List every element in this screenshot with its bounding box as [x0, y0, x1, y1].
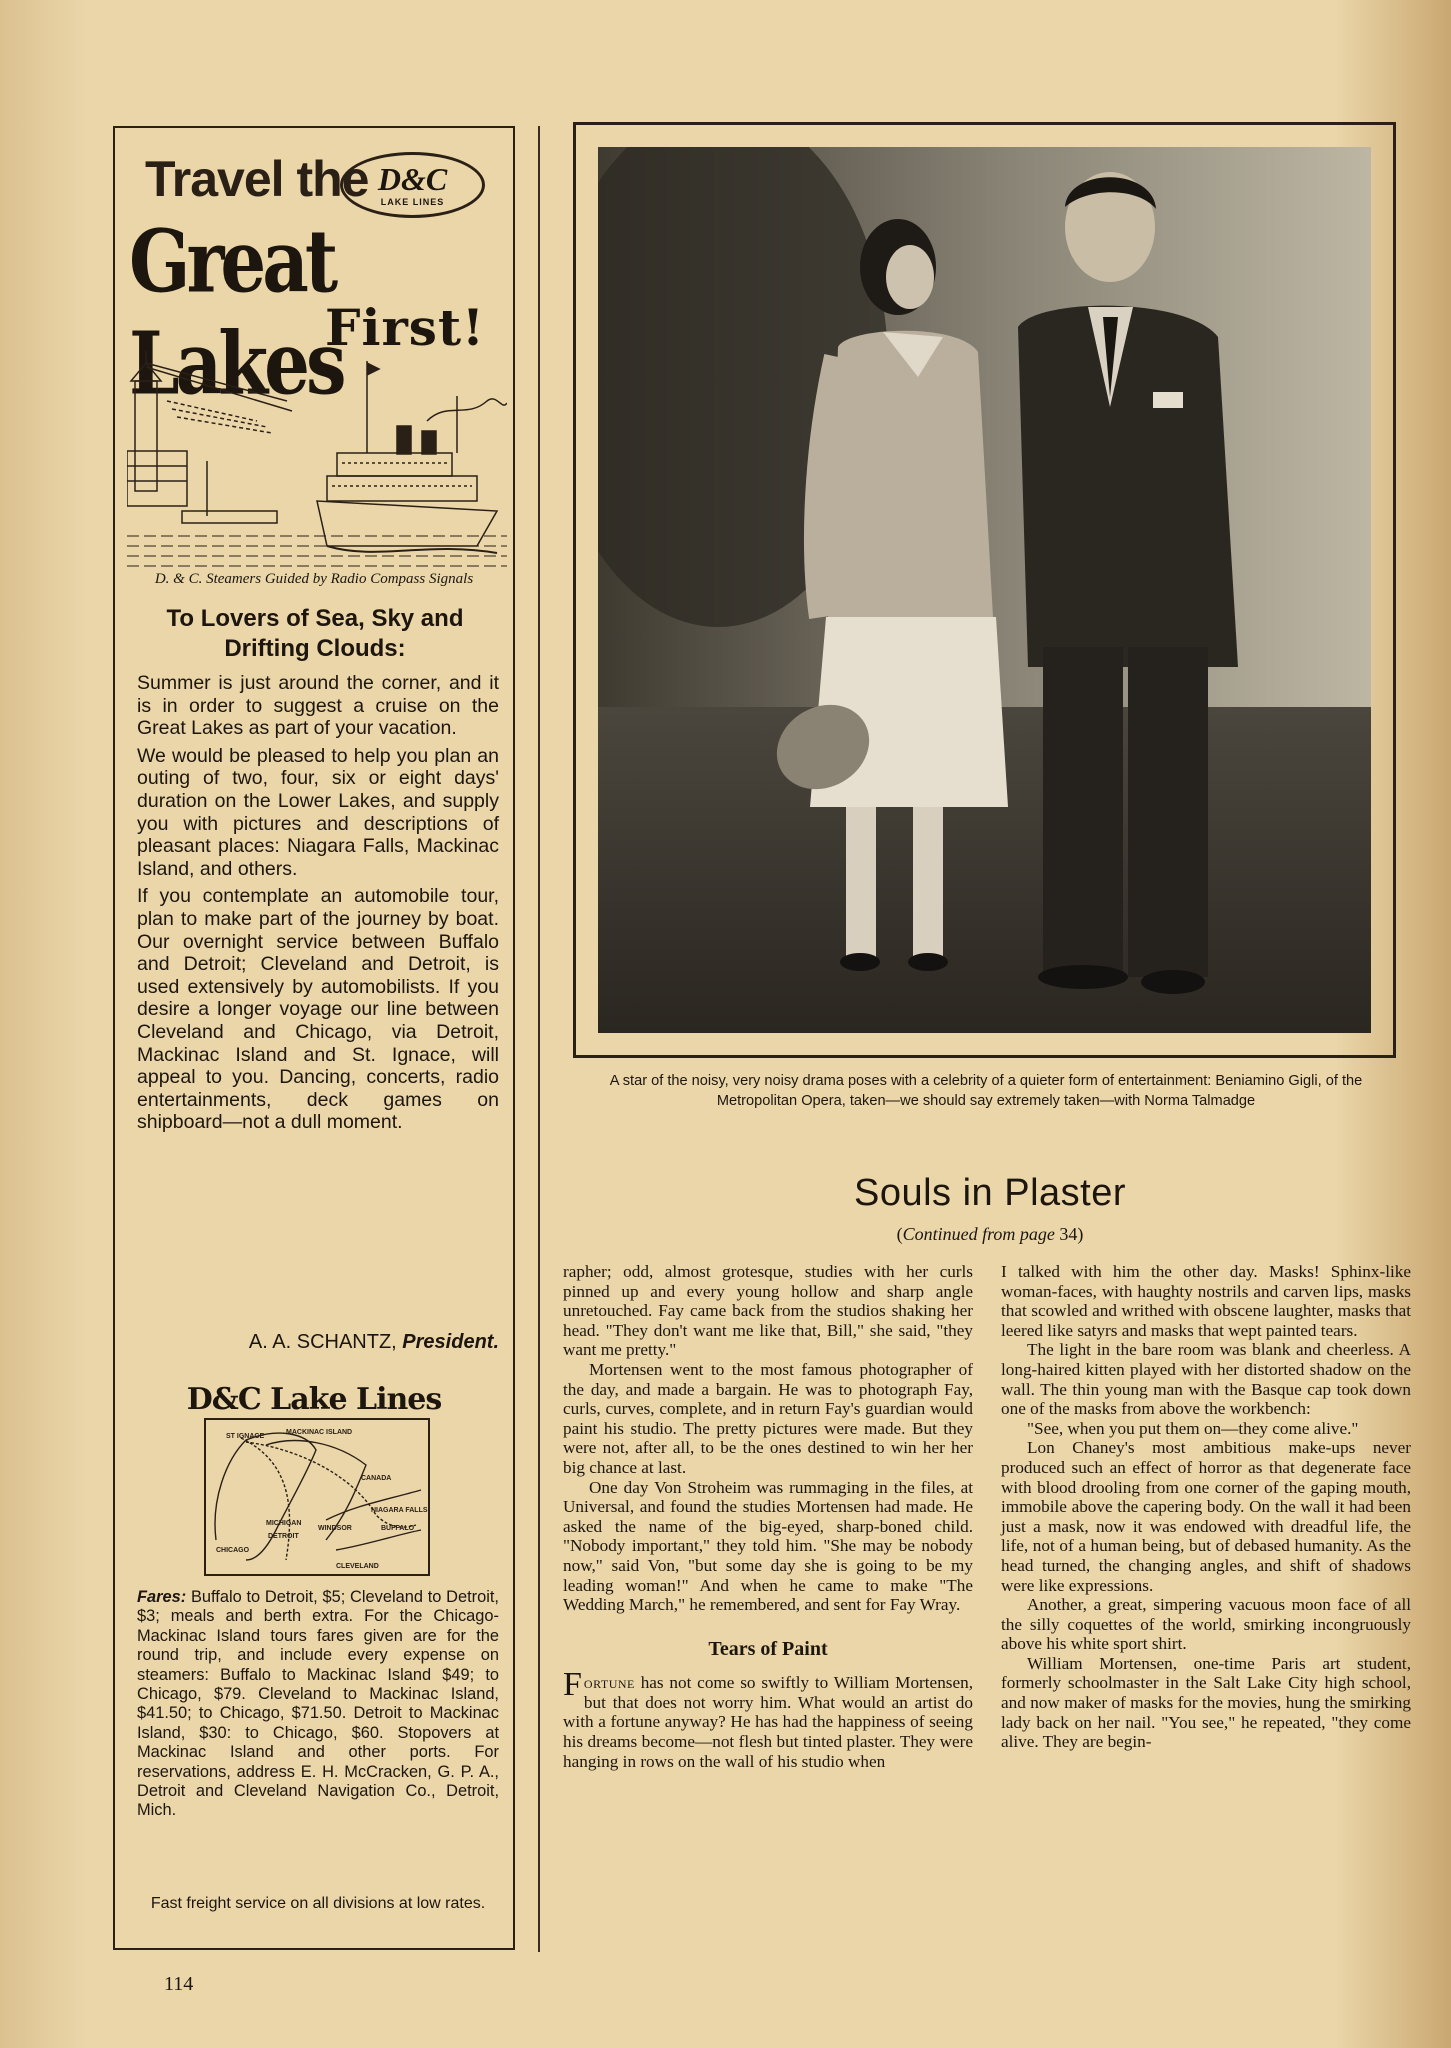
ad-paragraph: Summer is just around the corner, and it is in order to suggest a cruise on the Great Lakes as part of your vacation. [137, 672, 499, 740]
fares-label: Fares: [137, 1588, 187, 1606]
signature-title: President. [402, 1331, 499, 1353]
steamer-illustration [127, 341, 507, 571]
logo-subtitle: LAKE LINES [380, 197, 445, 207]
dropcap: F [563, 1666, 582, 1704]
article-paragraph: William Mortensen, one-time Paris art student, formerly schoolmaster in the Salt Lake City high school, and now maker of masks for the movies, hung the smirking lady back on her nail. "You see," he repeated, "they come alive. They are begin- [1001, 1653, 1411, 1752]
map-label: CANADA [361, 1475, 392, 1482]
continued-label: Continued from page [902, 1224, 1055, 1244]
map-label: NIAGARA FALLS [371, 1507, 428, 1514]
ad-travel-the: Travel the [145, 151, 369, 207]
article-paragraph: The light in the bare room was blank and cheerless. A long-haired kitten played with her distorted shadow on the wall. The thin young man with the Basque cap took down one of the masks from above the workbench: [1001, 1340, 1411, 1419]
map-label: ST IGNACE [226, 1433, 265, 1440]
page-number: 114 [164, 1973, 194, 1995]
ad-headline-first: First! [324, 298, 485, 357]
ship-hull [317, 501, 497, 546]
map-label: DETROIT [268, 1533, 299, 1540]
map-label: CHICAGO [216, 1547, 250, 1554]
article-paragraph-text: has not come so swiftly to William Mortensen, but that does not worry him. What would an artist do with a fortune anyway? He has had the happiness of seeing his dreams become—not flesh but tinted plaster. They were hanging in rows on the wall of his studio when [563, 1673, 973, 1771]
route-map [204, 1418, 430, 1576]
article-paragraph: "See, when you put them on—they come alive." [1027, 1418, 1359, 1438]
fares-text [137, 1588, 499, 1821]
ad-paragraph: If you contemplate an automobile tour, plan to make part of the journey by boat. Our overnight service between Buffalo and Detroit; Cleveland and Detroit, is used extensively by automobilists. If you desire a longer voyage our line between Cleveland and Chicago, via Detroit, Mackinac Island and St. Ignace, will appeal to you. Dancing, concerts, radio entertainments, deck games on shipboard—not a dull moment. [137, 885, 499, 1134]
smallcaps-word: ortune [583, 1673, 635, 1693]
map-drawing [206, 1420, 428, 1574]
advertisement-box [113, 126, 515, 1950]
ad-headline-great-lakes: Great Lakes [129, 210, 343, 414]
subheading: Tears of Paint [708, 1637, 828, 1660]
photo-caption: A star of the noisy, very noisy drama poses with a celebrity of a quieter form of entertainment: Beniamino Gigli, of the Metropolitan Opera, taken—we should say extremely taken—with Norma Talmadge [609, 1073, 1363, 1109]
article-paragraph-dropcap [563, 1666, 973, 1771]
logo-monogram: D&C [377, 161, 448, 197]
map-label: WINDSOR [318, 1525, 352, 1532]
article-column-2 [1001, 1262, 1411, 1752]
article-paragraph: Mortensen went to the most famous photographer of the day, and made a bargain. He was to photograph Fay, curls, curves, complete, and in return Fay's guardian would paint his studio. The pretty pictures were made. But they were not, after all, to be the ones destined to win her her big chance at last. [563, 1359, 973, 1477]
ad-body [137, 672, 499, 1139]
photo-frame [573, 122, 1396, 1058]
lake-michigan [215, 1433, 316, 1560]
map-label: BUFFALO [381, 1525, 415, 1532]
article-title: Souls in Plaster [853, 1172, 1126, 1214]
column-divider [538, 126, 540, 1952]
signature-name: A. A. SCHANTZ, [248, 1331, 397, 1353]
article-paragraph: rapher; odd, almost grotesque, studies with her curls pinned up and every young hollow and sharp angle unretouched. Fay came back from the studios shaking her head. "They don't want me like that, Bill," she said, "they want me pretty." [563, 1262, 973, 1360]
ad-signature [137, 1331, 499, 1354]
map-label: MACKINAC ISLAND [286, 1429, 353, 1436]
ad-heading: To Lovers of Sea, Sky and Drifting Clouds: [166, 605, 464, 662]
article-paragraph: Lon Chaney's most ambitious make-ups never produced such an effect of horror as that degenerate face with blood drooling from one corner of the gaping mouth, immobile above the capering body. On the wall it had been just a mask, now it was endowed with dreadful life, the life, not of a human being, but of debased humanity. As the head turned, the changing angles, and shift of shadows were like expressions. [1001, 1438, 1411, 1595]
article-column-1 [563, 1262, 973, 1771]
ad-paragraph: We would be pleased to help you plan an outing of two, four, six or eight days' duration on the Lower Lakes, and supply you with pictures and descriptions of pleasant places: Niagara Falls, Mackinac Island, and others. [137, 744, 499, 880]
article-paragraph: One day Von Stroheim was rummaging in the files, at Universal, and found the studies Mortensen had made. He asked the name of the big-eyed, sharp-boned child. "Nobody important," they told him. "She may be nobody now," said Von, "but some day she is going to be my leading woman!" And when he came to make "The Wedding March," he remembered, and sent for Fay Wray. [563, 1477, 973, 1615]
continued-page: 34 [1059, 1224, 1078, 1244]
article-paragraph: I talked with him the other day. Masks! Sphinx-like woman-faces, with haughty nostrils and carven lips, masks that scowled and writhed with obscene laughter, masks that leered like satyrs and masks that wept painted tears. [1001, 1262, 1411, 1340]
map-label: CLEVELAND [336, 1563, 379, 1570]
dc-logo [340, 152, 485, 218]
photograph [598, 147, 1371, 1033]
lake-lines-title: D&C Lake Lines [186, 1382, 442, 1417]
freight-note: Fast freight service on all divisions at low rates. [150, 1895, 486, 1912]
article-continued: (Continued from page 34) [896, 1224, 1084, 1244]
fares-body: Buffalo to Detroit, $5; Cleveland to Detroit, $3; meals and berth extra. For the Chicago-Mackinac Island tours fares given are for the round trip, and include every expense on steamers: Buffalo to Mackinac Island $49; to Chicago, $79. Cleveland to Mackinac Island, $41.50; to Chicago, $71.50. Detroit to Mackinac Island, $30: to Chicago, $60. Stopovers at Mackinac Island and other ports. For reservations, address E. H. McCracken, G. P. A., Detroit and Cleveland Navigation Co., Detroit, Mich. [137, 1588, 499, 1820]
lighthouse-tower [135, 381, 157, 491]
map-label: MICHIGAN [266, 1520, 302, 1527]
ship-caption: D. & C. Steamers Guided by Radio Compass Signals [154, 571, 474, 587]
article-paragraph: Another, a great, simpering vacuous moon face of all the silly coquettes of the world, smirking incongruously above his white sport shirt. [1001, 1595, 1411, 1654]
